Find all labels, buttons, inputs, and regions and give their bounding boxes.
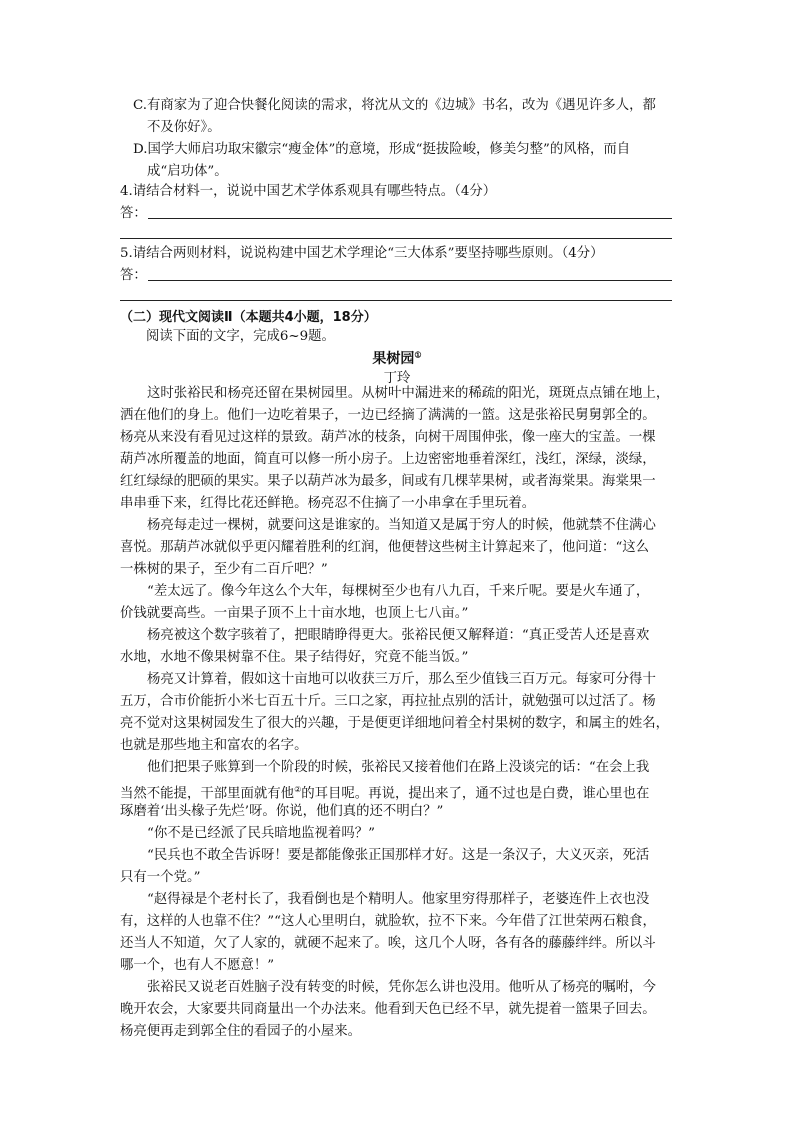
passage-line: 杨亮每走过一棵树，就要问这是谁家的。当知道又是属于穷人的时候，他就禁不住满心: [147, 518, 656, 533]
passage-line: 有，这样的人也靠不住？”“这人心里明白，就脸软，拉不下来。今年借了江世荣两石粮食，: [120, 914, 656, 929]
passage-line: “赵得禄是个老村长了，我看倒也是个精明人。他家里穷得那样子，老婆连件上衣也没: [147, 892, 650, 907]
passage-line: 杨亮便再走到郭全住的看园子的小屋来。: [120, 1024, 362, 1039]
passage-line: 喜悦。那葫芦冰就似乎更闪耀着胜利的红润，他便替这些树主计算起来了，他问道：“这么: [120, 540, 650, 555]
answer-line-5b[interactable]: [120, 300, 672, 301]
passage-line: 红红绿绿的肥硕的果实。果子以葫芦冰为最多，间或有几棵苹果树，或者海棠果。海棠果一: [120, 474, 656, 489]
passage-line: 洒在他们的身上。他们一边吃着果子，一边已经摘了满满的一篮。这是张裕民舅舅郭全的。: [120, 408, 656, 423]
question-4: 4.请结合材料一，说说中国艺术学体系观具有哪些特点。（4分）: [120, 184, 497, 199]
passage-line: 杨亮从来没有看见过这样的景致。葫芦冰的枝条，向树干周围伸张，像一座大的宝盖。一棵: [120, 430, 656, 445]
passage-line: 他们把果子账算到一个阶段的时候，张裕民又接着他们在路上没谈完的话：“在会上我: [147, 760, 650, 775]
option-c-line1: C.有商家为了迎合快餐化阅读的需求，将沈从文的《边城》书名，改为《遇见许多人，都: [133, 98, 656, 113]
passage-line: 只有一个党。”: [120, 870, 201, 885]
passage-author: 丁玲: [383, 371, 411, 386]
passage-line: “你不是已经派了民兵暗地监视着吗？”: [147, 826, 375, 841]
answer-line-4b[interactable]: [120, 238, 672, 239]
passage-title-text: 果树园: [372, 351, 415, 367]
passage-line: 亮不觉对这果树园发生了很大的兴趣，于是便更详细地问着全村果树的数字，和属主的姓名，: [120, 716, 670, 731]
passage-line: 哪一个，也有人不愿意！”: [120, 958, 275, 973]
passage-line: “民兵也不敢全告诉呀！要是都能像张正国那样才好。这是一条汉子，大义灭亲，死活: [147, 848, 650, 863]
passage-line: 这时张裕民和杨亮还留在果树园里。从树叶中漏进来的稀疏的阳光，斑斑点点铺在地上，: [147, 386, 670, 401]
option-d-line1: D.国学大师启功取宋徽宗“瘦金体”的意境，形成“挺拔险峻，修美匀整”的风格，而自: [133, 142, 631, 157]
passage-title: [0, 348, 794, 368]
passage-line: 串串垂下来，红得比花还鲜艳。杨亮忍不住摘了一小串拿在手里玩着。: [120, 496, 536, 511]
answer-line-5a[interactable]: [148, 280, 672, 281]
passage-line: 当然不能提，干部里面就有他②的耳目呢。再说，提出来了，通不过也是白费，谁心里也在: [120, 785, 650, 802]
passage-line: 杨亮又计算着，假如这十亩地可以收获三万斤，那么至少值钱三百万元。每家可分得十: [147, 672, 656, 687]
passage-line: 杨亮被这个数字骇着了，把眼睛睁得更大。张裕民便又解释道：“真正受苦人还是喜欢: [147, 628, 650, 643]
passage-line: 琢磨着‘出头椽子先烂’呀。你说，他们真的还不明白？”: [120, 804, 444, 819]
passage-line: 价钱就要高些。一亩果子顶不上十亩水地，也顶上七八亩。”: [120, 606, 469, 621]
answer-label-5: 答：: [120, 268, 147, 283]
section-instruction: 阅读下面的文字，完成6~9题。: [146, 329, 335, 344]
passage-line: “差太远了。像今年这么个大年，每棵树至少也有八九百，千来斤呢。要是火车通了，: [147, 584, 650, 599]
passage-line: 葫芦冰所覆盖的地面，简直可以修一所小房子。上边密密地垂着深红，浅红，深绿，淡绿，: [120, 452, 656, 467]
passage-line: 晚开农会，大家要共同商量出一个办法来。他看到天色已经不早，就先提着一篮果子回去。: [120, 1002, 656, 1017]
passage-line: 张裕民又说老百姓脑子没有转变的时候，凭你怎么讲也没用。他听从了杨亮的嘱咐，今: [147, 980, 656, 995]
passage-line: 也就是那些地主和富农的名字。: [120, 738, 308, 753]
option-c-line2: 不及你好》。: [147, 120, 221, 135]
passage-line: 一株树的果子，至少有二百斤吧？”: [120, 562, 328, 577]
question-5: 5.请结合两则材料，说说构建中国艺术学理论“三大体系”要坚持哪些原则。（4分）: [120, 246, 604, 261]
passage-line: 水地，水地不像果树靠不住。果子结得好，究竟不能当饭。”: [120, 650, 469, 665]
passage-title-note: ①: [414, 349, 422, 360]
passage-line: 五万，合市价能折小米七百五十斤。三口之家，再拉扯点别的活计，就勉强可以过活了。杨: [120, 694, 656, 709]
passage-line: 还当人不知道，欠了人家的，就硬不起来了。唉，这几个人呀，各有各的藤藤绊绊。所以斗: [120, 936, 656, 951]
section-heading: （二）现代文阅读Ⅱ（本题共4小题，18分）: [120, 310, 377, 325]
option-d-line2: 成“启功体”。: [147, 164, 228, 179]
footnote-marker: ②: [294, 785, 302, 794]
answer-label-4: 答：: [120, 206, 147, 221]
answer-line-4a[interactable]: [148, 218, 672, 219]
